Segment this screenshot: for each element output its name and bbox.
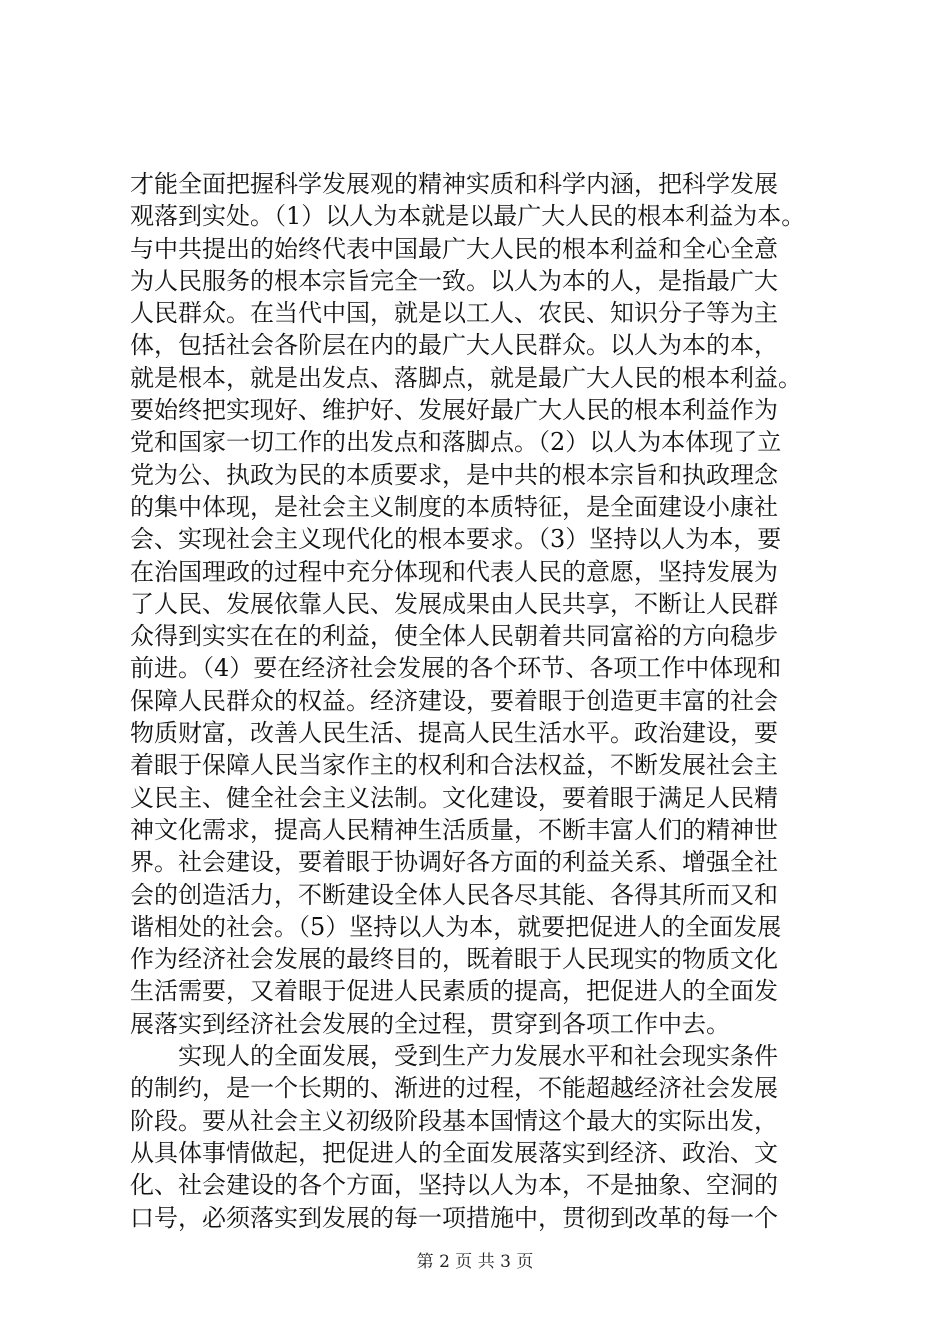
text-line: 义民主、健全社会主义法制。文化建设，要着眼于满足人民精	[130, 783, 778, 812]
text-line: 党和国家一切工作的出发点和落脚点。（2）以人为本体现了立	[130, 428, 782, 457]
text-line: 要始终把实现好、维护好、发展好最广大人民的根本利益作为	[130, 396, 778, 425]
text-line: 会的创造活力，不断建设全体人民各尽其能、各得其所而又和	[130, 880, 778, 909]
text-line: 展落实到经济社会发展的全过程，贯穿到各项工作中去。	[130, 1009, 730, 1038]
text-line: 党为公、执政为民的本质要求，是中共的根本宗旨和执政理念	[130, 460, 778, 489]
text-line: 体，包括社会各阶层在内的最广大人民群众。以人为本的本，	[130, 331, 778, 360]
text-line: 就是根本，就是出发点、落脚点，就是最广大人民的根本利益。	[130, 363, 802, 392]
text-line: 着眼于保障人民当家作主的权利和合法权益，不断发展社会主	[130, 751, 778, 780]
text-line: 才能全面把握科学发展观的精神实质和科学内涵，把科学发展	[130, 170, 778, 198]
text-line: 神文化需求，提高人民精神生活质量，不断丰富人们的精神世	[130, 815, 778, 844]
text-line: 阶段。要从社会主义初级阶段基本国情这个最大的实际出发，	[130, 1106, 778, 1135]
text-line: 在治国理政的过程中充分体现和代表人民的意愿，坚持发展为	[130, 557, 778, 586]
text-line: 为人民服务的根本宗旨完全一致。以人为本的人，是指最广大	[130, 266, 778, 295]
text-line: 了人民、发展依靠人民、发展成果由人民共享，不断让人民群	[130, 589, 778, 618]
text-line: 的集中体现，是社会主义制度的本质特征，是全面建设小康社	[130, 492, 778, 521]
text-line: 众得到实实在在的利益，使全体人民朝着共同富裕的方向稳步	[130, 622, 778, 651]
text-line: 从具体事情做起，把促进人的全面发展落实到经济、政治、文	[130, 1138, 778, 1167]
text-line: 会、实现社会主义现代化的根本要求。（3）坚持以人为本，要	[130, 525, 782, 554]
text-line: 人民群众。在当代中国，就是以工人、农民、知识分子等为主	[130, 299, 778, 328]
page-footer: 第 2 页 共 3 页	[416, 1252, 534, 1272]
text-line: 口号，必须落实到发展的每一项措施中，贯彻到改革的每一个	[130, 1203, 778, 1232]
text-line: 观落到实处。（1）以人为本就是以最广大人民的根本利益为本。	[130, 202, 806, 231]
text-line: 前进。（4）要在经济社会发展的各个环节、各项工作中体现和	[130, 654, 782, 683]
text-line: 谐相处的社会。（5）坚持以人为本，就要把促进人的全面发展	[130, 912, 782, 941]
text-line: 化、社会建设的各个方面，坚持以人为本，不是抽象、空洞的	[130, 1171, 778, 1200]
text-line: 物质财富，改善人民生活、提高人民生活水平。政治建设，要	[130, 719, 778, 748]
text-line: 界。社会建设，要着眼于协调好各方面的利益关系、增强全社	[130, 848, 778, 877]
text-line: 作为经济社会发展的最终目的，既着眼于人民现实的物质文化	[130, 945, 778, 974]
document-body	[130, 168, 830, 1234]
text-line: 实现人的全面发展，受到生产力发展水平和社会现实条件	[178, 1042, 778, 1071]
text-line: 生活需要，又着眼于促进人民素质的提高，把促进人的全面发	[130, 977, 778, 1006]
text-line: 保障人民群众的权益。经济建设，要着眼于创造更丰富的社会	[130, 686, 778, 715]
text-line: 与中共提出的始终代表中国最广大人民的根本利益和全心全意	[130, 234, 778, 263]
text-line: 的制约，是一个长期的、渐进的过程，不能超越经济社会发展	[130, 1074, 778, 1103]
